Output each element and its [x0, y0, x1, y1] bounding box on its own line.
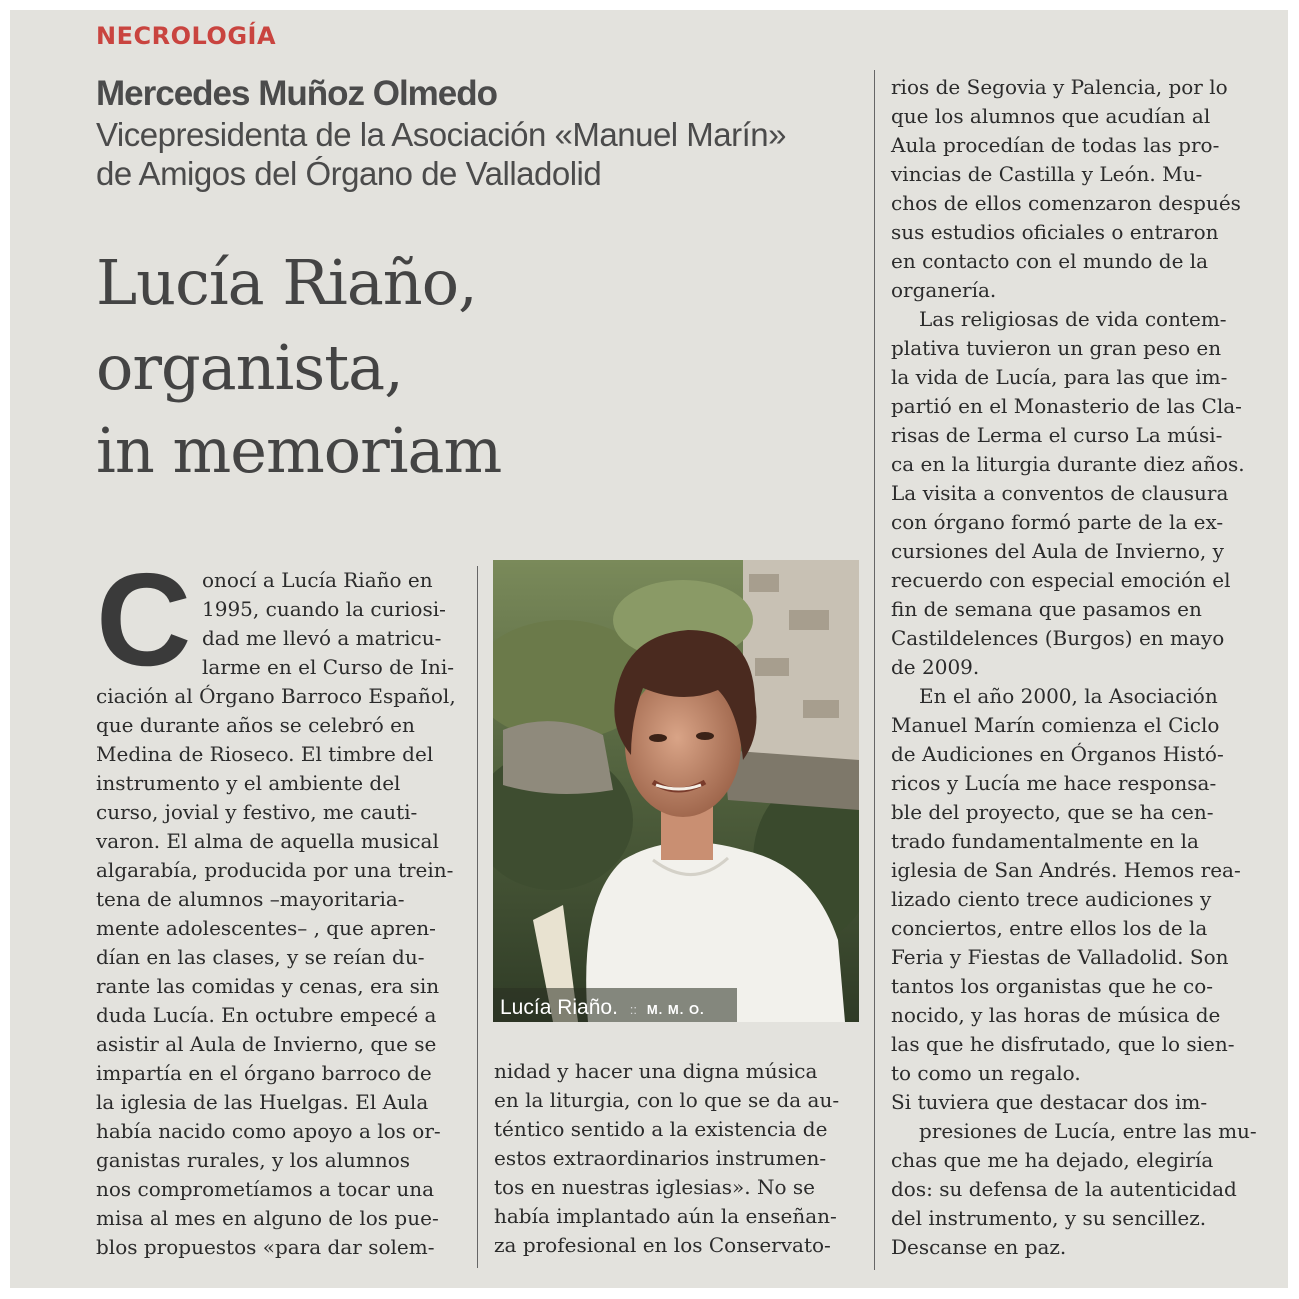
article-line: ble del proyecto, que se ha cen-	[891, 800, 1214, 824]
article-line: to como un regalo.	[891, 1061, 1081, 1085]
article-line: ca en la liturgia durante diez años.	[891, 452, 1245, 476]
article-line: La visita a conventos de clausura	[891, 481, 1229, 505]
author-role-line-1: Vicepresidenta de la Asociación «Manuel Marín»	[96, 116, 786, 153]
article-line: ciación al Órgano Barroco Español,	[96, 684, 456, 708]
photo-caption	[500, 996, 705, 1020]
article-line: había nacido como apoyo a los or-	[96, 1119, 441, 1143]
article-line: En el año 2000, la Asociación	[919, 684, 1218, 708]
article-line: conciertos, entre ellos los de la	[891, 916, 1208, 940]
article-line: iglesia de San Andrés. Hemos rea-	[891, 858, 1241, 882]
article-line: tos en nuestras iglesias». No se	[494, 1175, 816, 1199]
article-line: en contacto con el mundo de la	[891, 249, 1209, 273]
article-line: presiones de Lucía, entre las mu-	[919, 1119, 1257, 1143]
article-line: de 2009.	[891, 655, 980, 679]
section-label: NECROLOGÍA	[96, 22, 277, 50]
article-line: curso, jovial y festivo, me cauti-	[96, 800, 418, 824]
article-line: organería.	[891, 278, 997, 302]
article-line: tena de alumnos –mayoritaria-	[96, 887, 405, 911]
article-line: téntico sentido a la existencia de	[494, 1117, 828, 1141]
article-line: del instrumento, y su sencillez.	[891, 1206, 1207, 1230]
column-rule	[477, 566, 478, 1268]
article-line: Feria y Fiestas de Valladolid. Son	[891, 945, 1229, 969]
article-line: ganistas rurales, y los alumnos	[96, 1148, 411, 1172]
article-line: la vida de Lucía, para las que im-	[891, 365, 1228, 389]
caption-text: Lucía Riaño.	[500, 996, 618, 1019]
article-line: onocí a Lucía Riaño en	[202, 568, 433, 592]
article-line: varon. El alma de aquella musical	[96, 829, 439, 853]
article-line: lizado ciento trece audiciones y	[891, 887, 1212, 911]
article-line: nocido, y las horas de música de	[891, 1003, 1221, 1027]
article-line: recuerdo con especial emoción el	[891, 568, 1231, 592]
headline-line-3: in memoriam	[96, 414, 502, 487]
article-line: que durante años se celebró en	[96, 713, 415, 737]
article-line: 1995, cuando la curiosi-	[202, 597, 446, 621]
article-line: tantos los organistas que he co-	[891, 974, 1214, 998]
article-column-2	[494, 1057, 864, 1260]
article-line: za profesional en los Conservato-	[494, 1233, 831, 1257]
drop-cap: C	[96, 546, 192, 693]
article-line: había implantado aún la enseñan-	[494, 1204, 837, 1228]
article-line: en la liturgia, con lo que se da au-	[494, 1088, 840, 1112]
headline-line-2: organista,	[96, 331, 403, 404]
author-name: Mercedes Muñoz Olmedo	[96, 74, 498, 113]
article-line: larme en el Curso de Ini-	[202, 655, 455, 679]
portrait-photo	[493, 560, 859, 1022]
article-line: duda Lucía. En octubre empecé a	[96, 1003, 437, 1027]
article-line: con órgano formó parte de la ex-	[891, 510, 1224, 534]
article-line: chos de ellos comenzaron después	[891, 191, 1241, 215]
article-line: partió en el Monasterio de las Cla-	[891, 394, 1242, 418]
article-line: fin de semana que pasamos en	[891, 597, 1202, 621]
article-line: las que he disfrutado, que lo sien-	[891, 1032, 1235, 1056]
article-line: risas de Lerma el curso La músi-	[891, 423, 1223, 447]
article-line: sus estudios oficiales o entraron	[891, 220, 1219, 244]
caption-separator: ::	[629, 1002, 637, 1017]
article-line: dían en las clases, y se reían du-	[96, 945, 425, 969]
article-line: rante las comidas y cenas, era sin	[96, 974, 440, 998]
article-line: plativa tuvieron un gran peso en	[891, 336, 1222, 360]
article-line: impartía en el órgano barroco de	[96, 1061, 432, 1085]
article-line: la iglesia de las Huelgas. El Aula	[96, 1090, 429, 1114]
article-line: que los alumnos que acudían al	[891, 104, 1211, 128]
article-line: Medina de Rioseco. El timbre del	[96, 742, 434, 766]
article-line: Aula procedían de todas las pro-	[891, 133, 1220, 157]
column-rule	[874, 70, 875, 1270]
author-role-line-2: de Amigos del Órgano de Valladolid	[96, 155, 602, 192]
article-line: mente adolescentes– , que apren-	[96, 916, 436, 940]
article-column-3	[891, 73, 1261, 1262]
article-line: Las religiosas de vida contem-	[919, 307, 1227, 331]
article-line: dad me llevó a matricu-	[202, 626, 442, 650]
article-line: chas que me ha dejado, elegiría	[891, 1148, 1214, 1172]
article-line: rios de Segovia y Palencia, por lo	[891, 75, 1228, 99]
article-line: asistir al Aula de Invierno, que se	[96, 1032, 437, 1056]
article-line: blos propuestos «para dar solem-	[96, 1235, 435, 1259]
headline-line-1: Lucía Riaño,	[96, 246, 477, 319]
article-line: Descanse en paz.	[891, 1235, 1067, 1259]
article-line: dos: su defensa de la autenticidad	[891, 1177, 1237, 1201]
article-line: estos extraordinarios instrumen-	[494, 1146, 827, 1170]
article-line: instrumento y el ambiente del	[96, 771, 401, 795]
article-line: nos comprometíamos a tocar una	[96, 1177, 435, 1201]
article-line: cursiones del Aula de Invierno, y	[891, 539, 1224, 563]
article-line: algarabía, producida por una trein-	[96, 858, 454, 882]
article-line: vincias de Castilla y León. Mu-	[891, 162, 1203, 186]
article-line: trado fundamentalmente en la	[891, 829, 1199, 853]
article-column-1	[96, 546, 466, 1262]
article-line: de Audiciones en Órganos Histó-	[891, 742, 1224, 766]
article-line: misa al mes en alguno de los pue-	[96, 1206, 439, 1230]
article-line: Manuel Marín comienza el Ciclo	[891, 713, 1220, 737]
article-line: Castildelences (Burgos) en mayo	[891, 626, 1225, 650]
article-line: nidad y hacer una digna música	[494, 1059, 818, 1083]
article-line: Si tuviera que destacar dos im-	[891, 1090, 1208, 1114]
article-line: ricos y Lucía me hace responsa-	[891, 771, 1217, 795]
photo-credit: M. M. O.	[646, 1002, 705, 1017]
